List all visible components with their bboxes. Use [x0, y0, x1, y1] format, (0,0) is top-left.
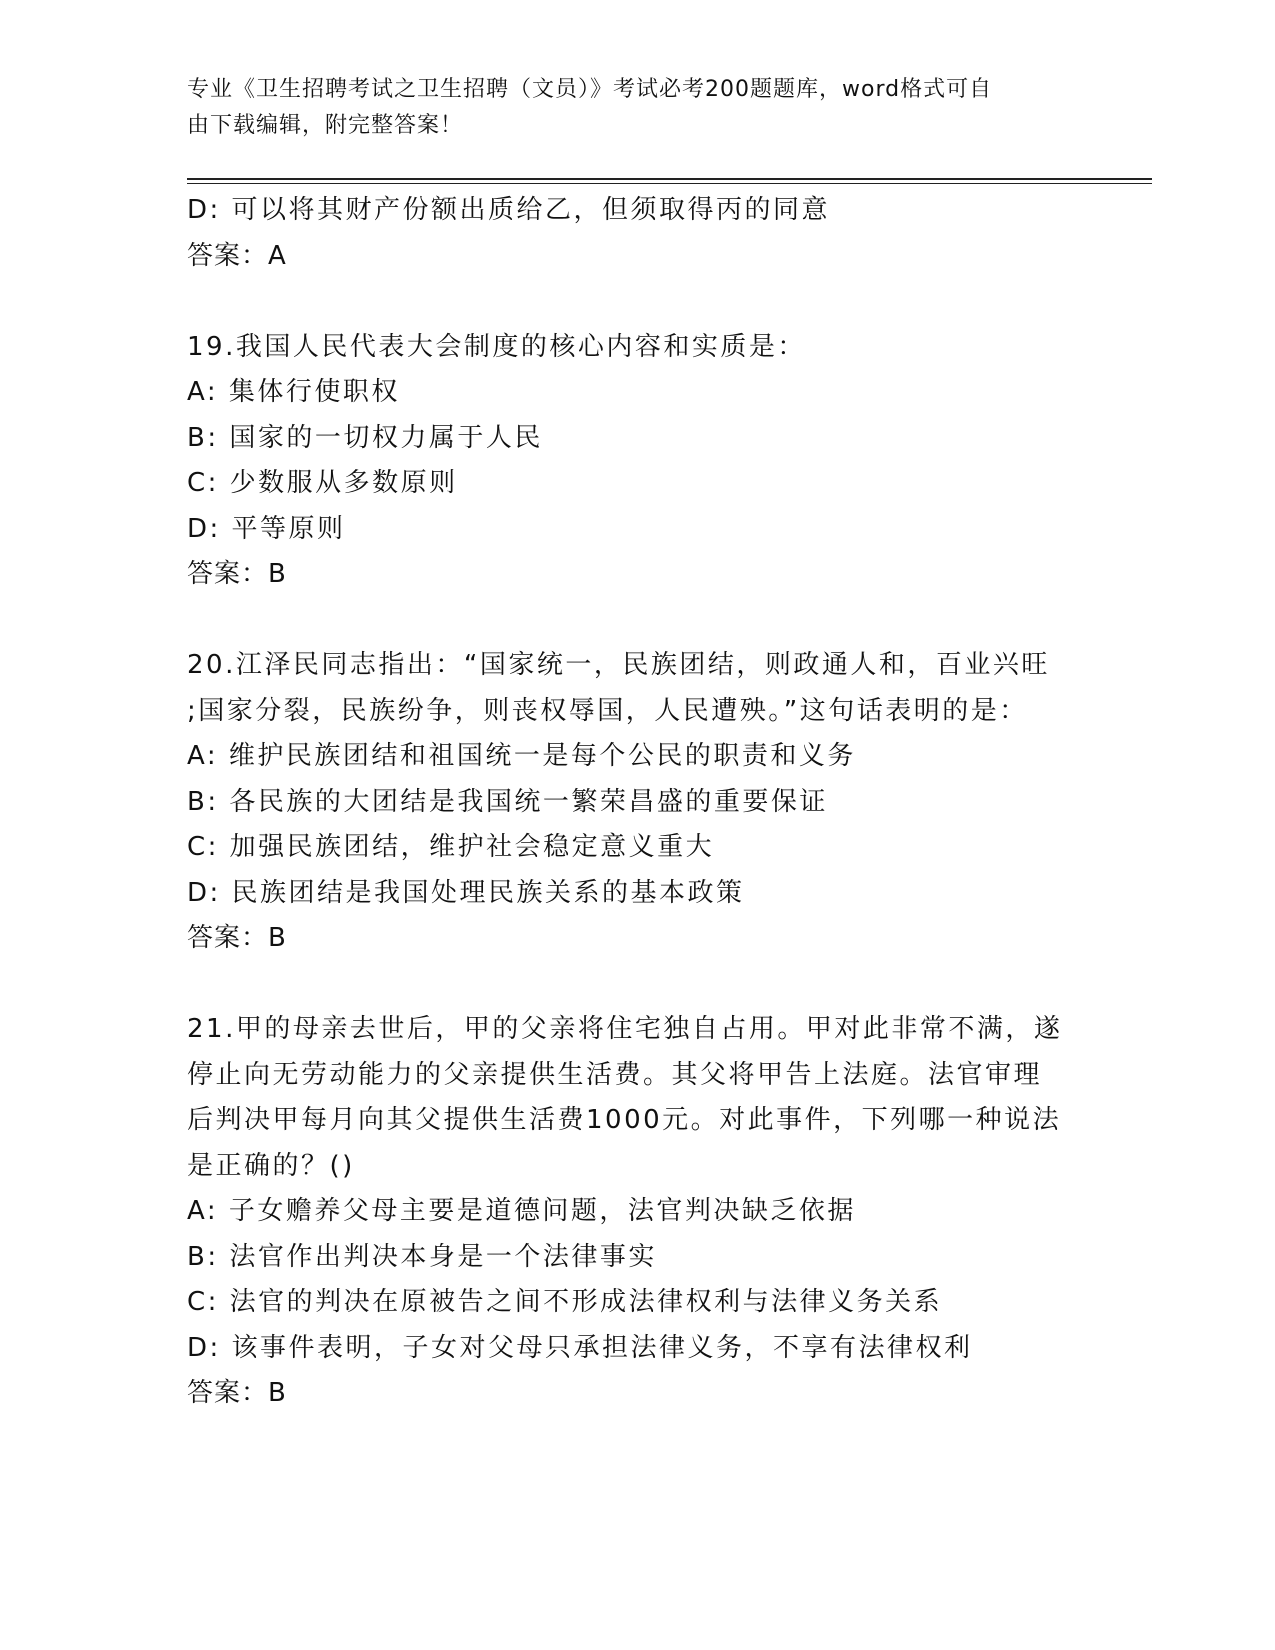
option-c: C: 法官的判决在原被告之间不形成法律权利与法律义务关系 — [187, 1287, 943, 1317]
answer-line: 答案：A — [187, 240, 287, 271]
option-b: B: 各民族的大团结是我国统一繁荣昌盛的重要保证 — [187, 786, 828, 817]
option-c: C: 加强民族团结，维护社会稳定意义重大 — [187, 832, 715, 862]
question-stem: ;国家分裂，民族纷争，则丧权辱国，人民遭殃。”这句话表明的是： — [187, 695, 1028, 726]
spacer — [187, 598, 1087, 644]
question-stem: 21.甲的母亲去世后，甲的父亲将住宅独自占用。甲对此非常不满，遂 — [187, 1014, 1063, 1044]
header-line-2: 由下载编辑，附完整答案！ — [187, 113, 464, 138]
option-d: D: 平等原则 — [187, 513, 346, 544]
spacer — [187, 279, 1087, 325]
question-list — [187, 188, 1087, 1417]
option-a: A: 子女赡养父母主要是道德问题，法官判决缺乏依据 — [187, 1196, 856, 1226]
option-d: D: 该事件表明，子女对父母只承担法律义务，不享有法律权利 — [187, 1332, 973, 1363]
answer-line: 答案：B — [187, 559, 287, 589]
option-a: A: 维护民族团结和祖国统一是每个公民的职责和义务 — [187, 741, 856, 771]
previous-question-tail — [187, 188, 1087, 279]
question-stem: 是正确的？() — [187, 1150, 355, 1181]
question-stem: 停止向无劳动能力的父亲提供生活费。其父将甲告上法庭。法官审理 — [187, 1059, 1043, 1090]
option-c: C: 少数服从多数原则 — [187, 468, 458, 498]
answer-line: 答案：B — [187, 1378, 287, 1408]
option-a: A: 集体行使职权 — [187, 377, 400, 407]
header-divider-thin — [187, 183, 1152, 184]
question-stem: 19.我国人民代表大会制度的核心内容和实质是： — [187, 331, 806, 362]
question-20 — [187, 643, 1087, 962]
spacer — [187, 962, 1087, 1008]
question-19 — [187, 325, 1087, 598]
question-stem: 20.江泽民同志指出：“国家统一，民族团结，则政通人和，百业兴旺 — [187, 650, 1050, 680]
question-21 — [187, 1007, 1087, 1417]
header-line-1: 专业《卫生招聘考试之卫生招聘（文员）》考试必考200题题库，word格式可自 — [187, 77, 993, 102]
option-d: D: 可以将其财产份额出质给乙，但须取得丙的同意 — [187, 195, 831, 225]
header-divider — [187, 178, 1152, 180]
document-header — [187, 72, 1067, 144]
answer-line: 答案：B — [187, 923, 287, 953]
option-b: B: 国家的一切权力属于人民 — [187, 422, 543, 453]
option-b: B: 法官作出判决本身是一个法律事实 — [187, 1241, 657, 1272]
question-stem: 后判决甲每月向其父提供生活费1000元。对此事件，下列哪一种说法 — [187, 1105, 1062, 1135]
option-d: D: 民族团结是我国处理民族关系的基本政策 — [187, 877, 745, 908]
